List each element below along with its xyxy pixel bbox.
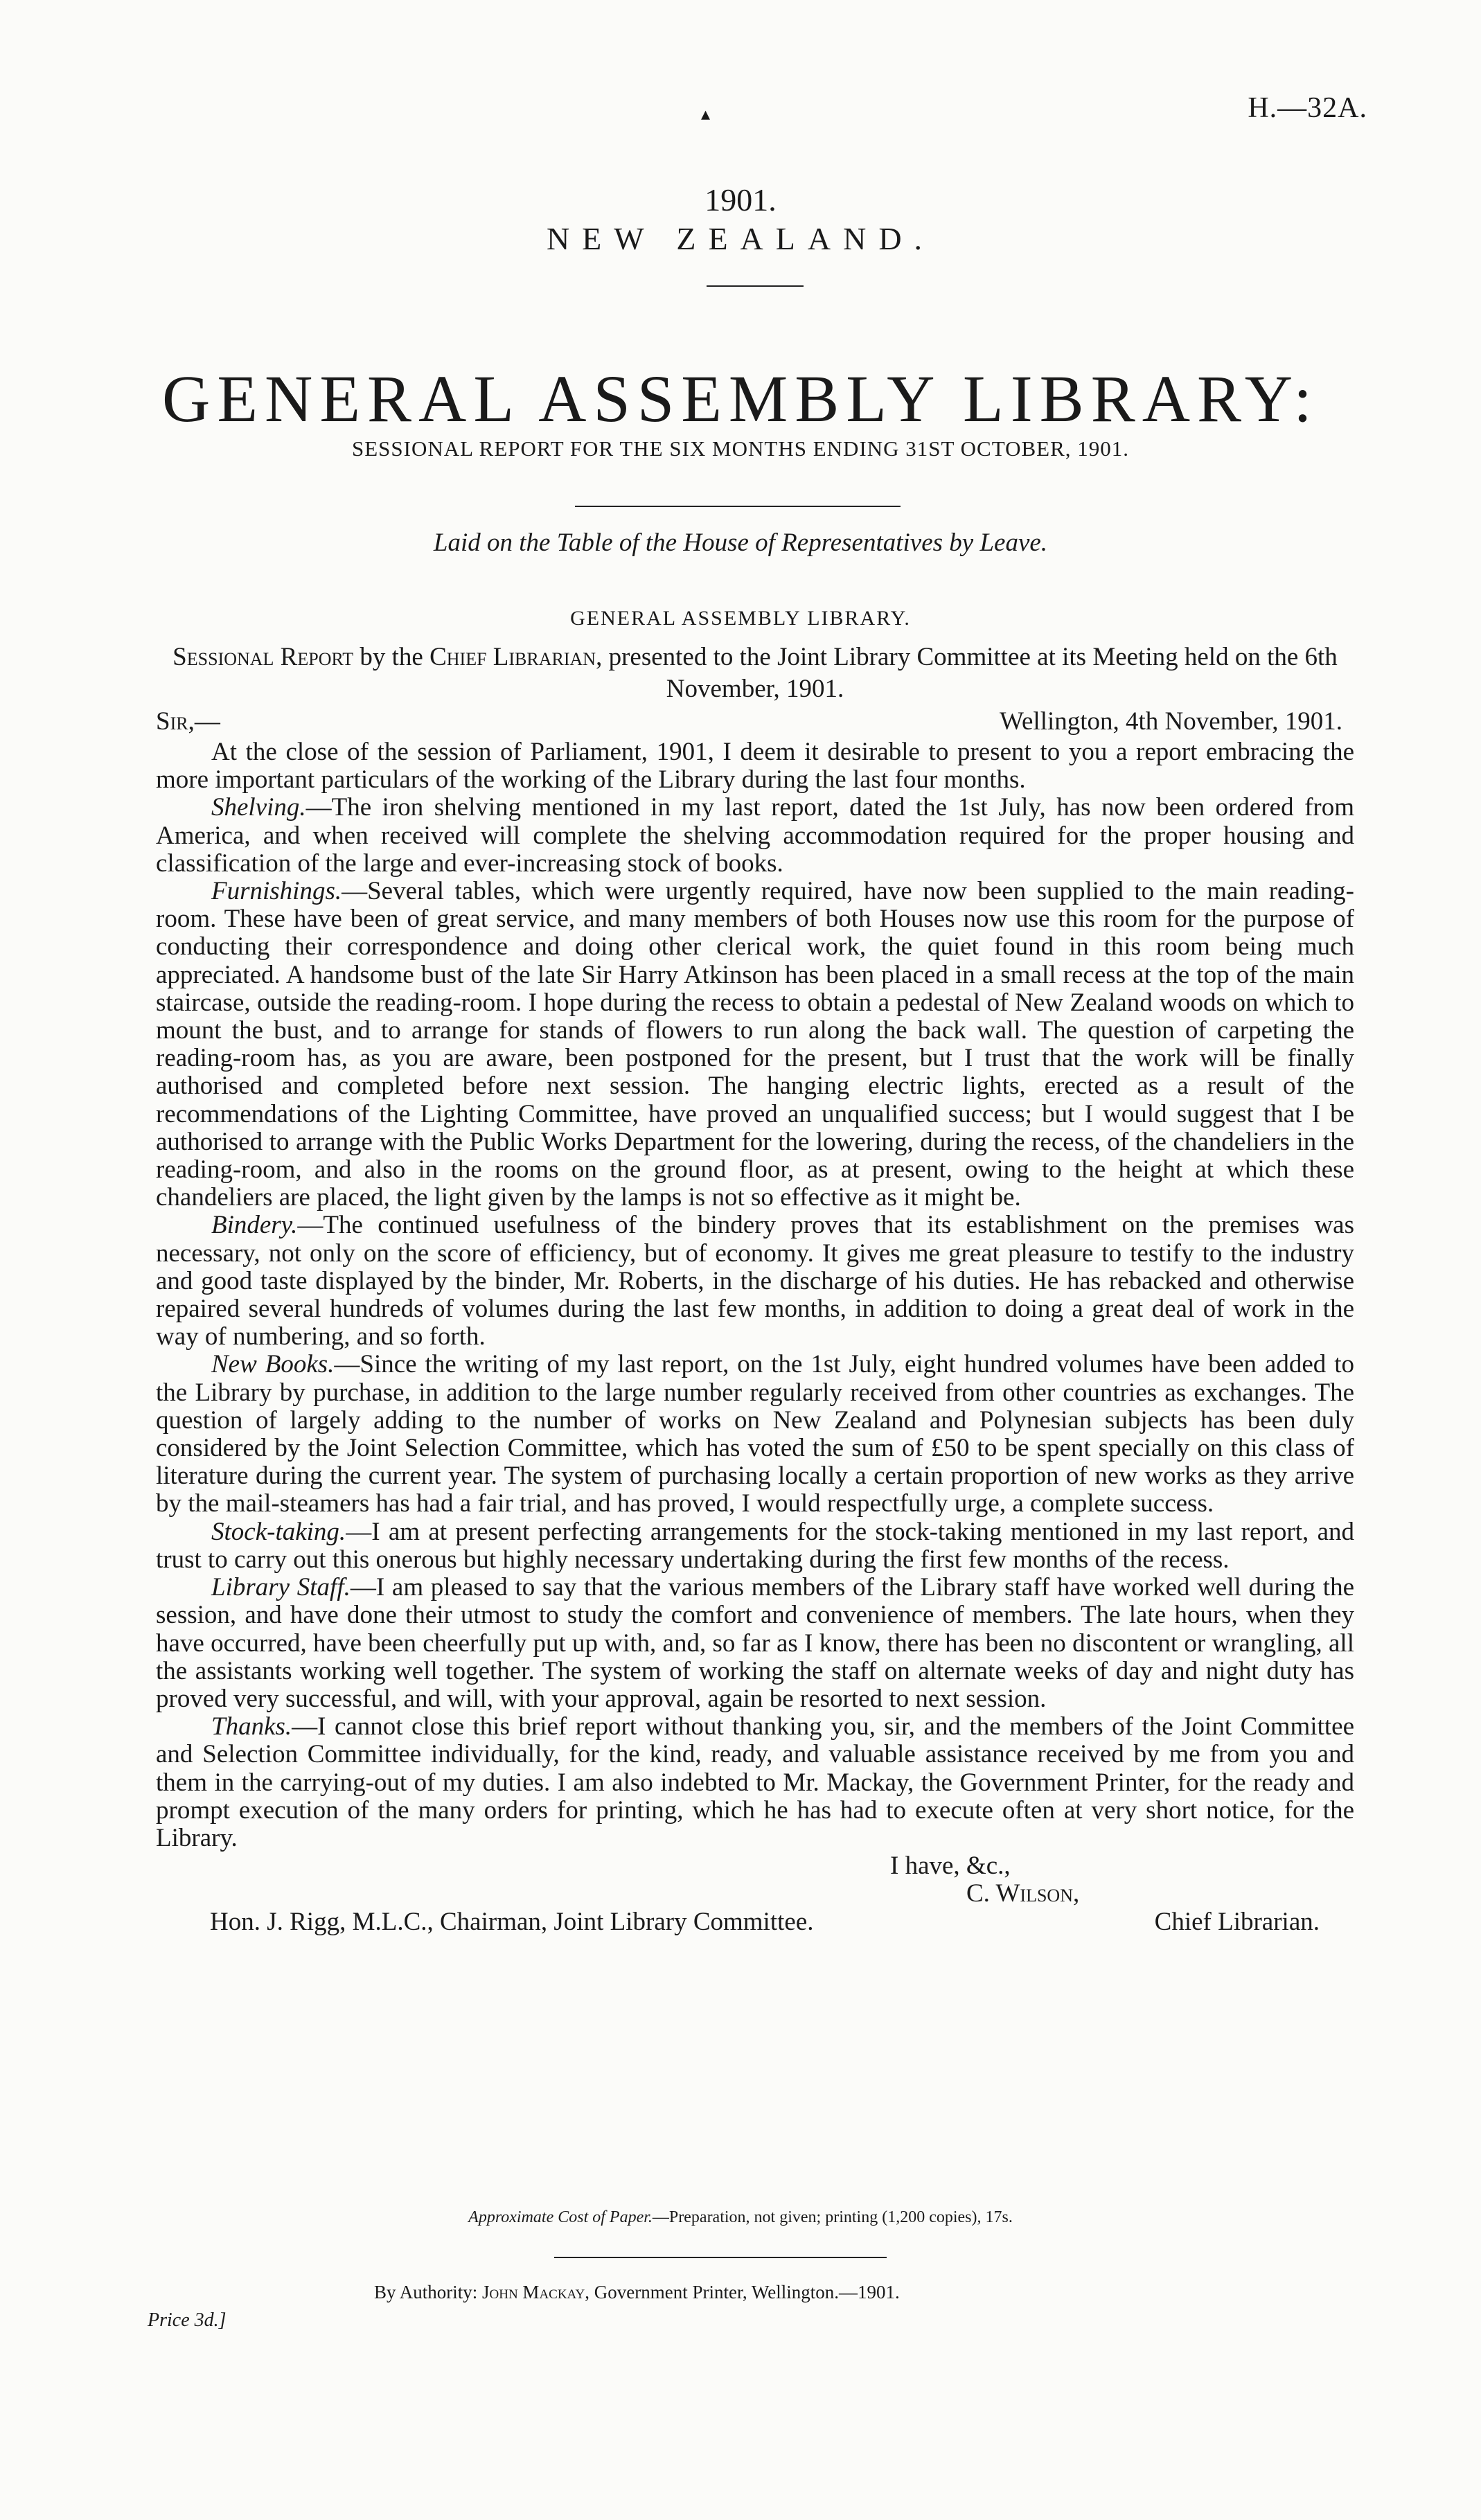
section-heading: GENERAL ASSEMBLY LIBRARY.: [570, 607, 911, 630]
cost-note: Approximate Cost of Paper.—Preparation, not given; printing (1,200 copies), 17s.: [468, 2208, 1013, 2226]
signatory-role: Chief Librarian.: [1154, 1907, 1320, 1936]
divider: [554, 2257, 887, 2258]
price: Price 3d.]: [148, 2309, 227, 2331]
salutation: Sir,—: [156, 707, 220, 736]
paragraph: Thanks.—I cannot close this brief report without thanking you, sir, and the members of the Joint Committee and Selection Committee individually, for the kind, ready, and valuable assistance received by me from you and them in the carrying-out of my duties. I am also indebted to Mr. Mackay, the Government Printer, for the ready and prompt execution of the many orders for printing, which he has had to execute often at very short notice, for the Library.: [156, 1712, 1354, 1852]
page-title: GENERAL ASSEMBLY LIBRARY:: [162, 362, 1319, 436]
divider: [575, 506, 901, 507]
addressee-row: [156, 1908, 1354, 1936]
date-line: Wellington, 4th November, 1901.: [1000, 707, 1342, 736]
divider: [707, 285, 804, 287]
closing-line: I have, &c.,: [890, 1852, 1011, 1881]
year: 1901.: [704, 182, 777, 218]
imprint: By Authority: John Mackay, Government Printer, Wellington.—1901.: [374, 2282, 900, 2302]
intro-lead: Sessional Report: [172, 643, 354, 671]
paragraph: Bindery.—The continued usefulness of the bindery proves that its establishment on the premises was necessary, not only on the score of efficiency, but of economy. It gives me great pleasure to testify to the industry and good taste displayed by the binder, Mr. Roberts, in the discharge of his duties. He has rebacked and otherwise repaired several hundreds of volumes during the last few months, in addition to doing a great deal of work in the way of numbering, and so forth.: [156, 1211, 1354, 1351]
signatory: C. Wilson,: [966, 1879, 1080, 1908]
country: NEW ZEALAND.: [546, 221, 935, 256]
paragraph: At the close of the session of Parliament, 1901, I deem it desirable to present to you a report embracing the more important particulars of the working of the Library during the last four months.: [156, 738, 1354, 795]
report-intro: [156, 641, 1354, 705]
document-reference: H.—32A.: [1248, 92, 1367, 124]
paragraph: New Books.—Since the writing of my last report, on the 1st July, eight hundred volumes have been added to the Library by purchase, in addition to the large number regularly received from other countries as exchanges. The question of largely adding to the number of works on New Zealand and Polynesian subjects has been duly considered by the Joint Selection Committee, which has voted the sum of £50 to be spent specially on this class of literature during the current year. The system of purchasing locally a certain proportion of new works as they arrive by the mail-steamers has had a fair trial, and has proved, I would respectfully urge, a complete success.: [156, 1350, 1354, 1518]
subtitle: SESSIONAL REPORT FOR THE SIX MONTHS ENDING 31ST OCTOBER, 1901.: [351, 436, 1129, 461]
laid-note: Laid on the Table of the House of Representatives by Leave.: [433, 529, 1048, 557]
paragraph: Library Staff.—I am pleased to say that the various members of the Library staff have worked well during the session, and have done their utmost to study the comfort and convenience of members. The late hours, when they have occurred, have been cheerfully put up with, and, so far as I know, there has been no discontent or wrangling, all the assistants working well together. The system of working the staff on alternate weeks of day and night duty has proved very successful, and will, with your approval, again be resorted to next session.: [156, 1573, 1354, 1713]
paragraph: Shelving.—The iron shelving mentioned in my last report, dated the 1st July, has now been ordered from America, and when received will complete the shelving accommodation required for the proper housing and classification of the large and ever-increasing stock of books.: [156, 793, 1354, 878]
intro-librarian: Chief Librarian,: [429, 643, 603, 671]
stray-mark: ▴: [701, 104, 711, 124]
paragraph: Furnishings.—Several tables, which were urgently required, have now been supplied to the main reading-room. These have been of great service, and many members of both Houses now use this room for the purpose of conducting their correspondence and doing other clerical work, the quiet found in this room being much appreciated. A handsome bust of the late Sir Harry Atkinson has been placed in a small recess at the top of the main staircase, outside the reading-room. I hope during the recess to obtain a pedestal of New Zealand woods on which to mount the bust, and to arrange for stands of flowers to run along the back wall. The question of carpeting the reading-room has, as you are aware, been postponed for the present, but I trust that the work will be finally authorised and completed before next session. The hanging electric lights, erected as a result of the recommendations of the Lighting Committee, have proved an unqualified success; but I would suggest that I be authorised to arrange with the Public Works Department for the lowering, during the recess, of the chandeliers in the reading-room, and also in the rooms on the ground floor, as at present, owing to the height at which these chandeliers are placed, the light given by the lamps is not so effective as it might be.: [156, 877, 1354, 1212]
paragraph: Stock-taking.—I am at present perfecting arrangements for the stock-taking mentioned in my last report, and trust to carry out this onerous but highly necessary undertaking during the first few months of the recess.: [156, 1517, 1354, 1574]
intro-by: by the: [360, 643, 423, 671]
addressee: Hon. J. Rigg, M.L.C., Chairman, Joint Library Committee.: [210, 1907, 814, 1936]
intro-rest: presented to the Joint Library Committee at its Meeting held on the 6th November, 1901.: [608, 643, 1338, 703]
report-body: [156, 738, 1354, 1936]
